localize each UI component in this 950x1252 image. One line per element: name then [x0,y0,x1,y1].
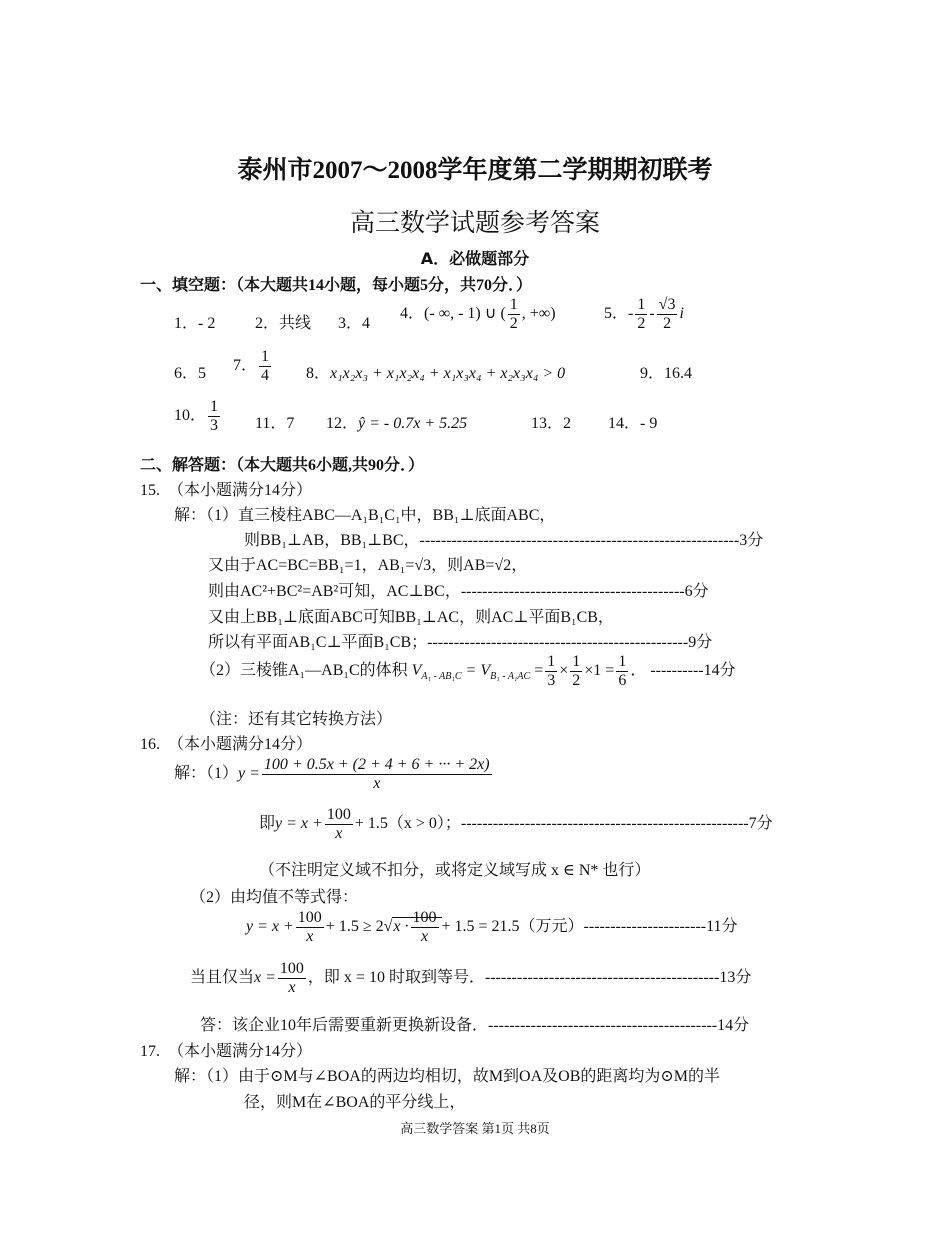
q15-l7-tail: ． ----------14分 [630,661,736,679]
answer-7-num: 1 [261,348,270,365]
q15-heading: 15. （本小题满分14分） [140,482,313,499]
answer-5-mid: - [649,304,655,322]
q16-line-2 [259,806,773,842]
q16-l6-den: x [288,978,296,996]
q15-l7-times1: × [559,661,569,679]
q16-l1-num: 100 + 0.5x + (2 + 4 + 6 + ··· + 2x) [263,756,490,773]
q15-l7-times2: ×1 = [584,661,615,679]
q15-l7-pre: （2）三棱锥A₁—AB₁C的体积 [200,661,408,679]
q16-l1-y: y = [238,764,260,782]
answer-12 [326,410,467,433]
q15-line-5: 又由上BB₁⊥底面ABC可知BB₁⊥AC，则AC⊥平面B₁CB， [208,609,614,626]
answer-10-den: 3 [210,416,219,434]
q16-l6-fraction [278,960,306,996]
q15-l7-n2: 1 [572,653,581,670]
q15-l7-frac2 [570,653,582,689]
q16-l5-b: + 1.5 ≥ 2 [325,917,384,935]
q16-l1-den: x [373,774,381,792]
q16-line-7: 答：该企业10年后需要重新更换新设备．-------------------------------------------14分 [200,1017,750,1034]
answer-10-label: 10． [174,406,207,424]
answer-6: 6．5 [174,365,207,382]
q16-l6-pre: 当且仅当 [190,968,255,986]
answer-5-i: i [679,304,684,322]
answer-2: 2．共线 [255,315,312,332]
q16-l2-pre: 即 [259,814,276,832]
q15-l7-n1: 1 [547,653,556,670]
q16-l5-sqrt-sign: √ [383,917,393,935]
page-title: 泰州市2007～2008学年度第二学期期初联考 [237,157,713,184]
answer-12-label: 12． [326,415,359,432]
q16-l6-a: x = [254,968,276,986]
q16-l2-b: + 1.5（x > 0）； [354,814,461,832]
q16-l6-num: 100 [279,960,304,977]
q16-heading: 16. （本小题满分14分） [140,736,313,753]
q16-l5-num: 100 [297,909,322,926]
answer-7-fraction [259,348,271,384]
answer-13: 13．2 [531,415,572,432]
q16-l2-num: 100 [326,806,351,823]
q16-l5-radicand [392,909,441,945]
answer-5-den1: 2 [637,314,646,332]
q16-line-5 [246,909,738,945]
section-a-heading: A．必做题部分 [420,249,530,268]
q16-l5-a: y = x + [246,917,294,935]
answer-5-num2: √3 [658,296,676,313]
answer-9: 9．16.4 [640,365,693,382]
q15-line-1: 解：（1）直三棱柱ABC—A₁B₁C₁中，BB₁⊥底面ABC， [174,507,556,524]
answer-10-num: 1 [210,398,219,415]
answer-14: 14．- 9 [608,415,658,432]
q16-l2-den: x [335,824,343,842]
answer-8-label: 8． [306,365,331,382]
answer-5-den2: 2 [663,314,672,332]
q17-heading: 17. （本小题满分14分） [140,1043,313,1060]
q15-l7-frac1 [545,653,557,689]
q16-l2-tail: ------------------------------------------------------7分 [460,814,773,832]
page-footer: 高三数学答案 第1页 共8页 [400,1121,550,1136]
answer-8-expr: x₁x₂x₃ + x₁x₂x₄ + x₁x₃x₄ + x₂x₃x₄ > 0 [330,365,566,382]
answer-4-pre: (- ∞, - 1) ∪ ( [424,304,506,322]
answer-10 [174,398,222,434]
q16-line-6 [190,960,751,996]
q16-l2-a: y = x + [275,814,323,832]
q16-line-3: （不注明定义域不扣分，或将定义域写成 x ∈ N* 也行） [259,862,651,879]
q17-line-2: 径，则M在∠BOA的平分线上， [244,1094,466,1111]
answer-4-fraction [508,296,520,332]
q16-l5-rad-num: 100 [412,909,437,926]
q15-l7-d3: 6 [618,671,627,689]
answer-5-num1: 1 [637,296,646,313]
answer-4-label: 4． [400,304,425,322]
q15-line-3: 又由于AC=BC=BB₁=1，AB₁=√3，则AB=√2， [208,557,528,574]
answer-5-label: 5．- [604,304,634,322]
q15-l7-d1: 3 [547,671,556,689]
q16-l1-pre: 解：（1） [174,764,239,782]
q16-line-4: （2）由均值不等式得： [190,889,359,906]
answer-7-den: 4 [261,366,270,384]
q15-note: （注：还有其它转换方法） [200,711,393,728]
q16-l5-c: + 1.5 = 21.5（万元）-----------------------11分 [441,917,738,935]
q16-l5-rad-den: x [420,927,429,945]
q16-l6-b: ，即 x = 10 时取到等号．--------------------------------------------13分 [307,968,752,986]
q16-l5-fraction [296,909,324,945]
answer-7-label: 7． [233,356,258,374]
answer-10-fraction [208,398,220,434]
q15-l7-d2: 2 [572,671,581,689]
q17-line-1: 解：（1）由于⊙M与∠BOA的两边均相切，故M到OA及OB的距离均为⊙M的半 [174,1068,721,1085]
page-subtitle: 高三数学试题参考答案 [349,208,600,237]
answer-4-post: , +∞) [521,304,556,322]
answer-5-frac1 [635,296,647,332]
answer-8 [306,360,565,383]
q15-l7-s1: A₁ - AB₁C [421,670,462,682]
answer-4 [400,296,556,332]
part1-heading: 一、填空题：（本大题共14小题，每小题5分，共70分．） [140,277,533,294]
q15-l7-s2: B₁ - A₁AC [490,670,531,682]
answer-5-frac2 [657,296,678,332]
answer-4-den: 2 [509,314,518,332]
q15-line-7 [200,653,736,689]
q15-line-2: 则BB₁⊥AB，BB₁⊥BC，------------------------------------------------------------3分 [244,532,764,549]
q16-l5-den: x [306,927,314,945]
q16-l5-rad-fraction [411,909,439,945]
q15-line-6: 所以有平面AB₁C⊥平面B₁CB；-------------------------------------------------9分 [208,634,713,651]
answer-11: 11．7 [255,415,295,432]
q16-l1-fraction [262,756,492,792]
answer-1: 1．- 2 [174,315,216,332]
q15-l7-eq: = V [465,661,491,679]
answer-7 [233,348,273,384]
part2-heading: 二、解答题：（本大题共6小题,共90分．） [140,457,425,474]
answer-5 [604,296,684,332]
q16-line-1 [174,756,494,792]
q15-l7-frac3 [616,653,628,689]
q15-l7-v1: V [411,661,422,679]
q15-line-4: 则由AC²+BC²=AB²可知，AC⊥BC，------------------------------------------6分 [208,583,709,600]
q15-l7-n3: 1 [618,653,627,670]
answer-12-expr: ŷ = - 0.7x + 5.25 [358,415,468,432]
q16-l5-rad-pre: x · [393,917,409,935]
q15-l7-eq2: = [534,661,544,679]
answer-3: 3．4 [338,315,371,332]
answer-4-num: 1 [509,296,518,313]
q16-l2-fraction [325,806,353,842]
